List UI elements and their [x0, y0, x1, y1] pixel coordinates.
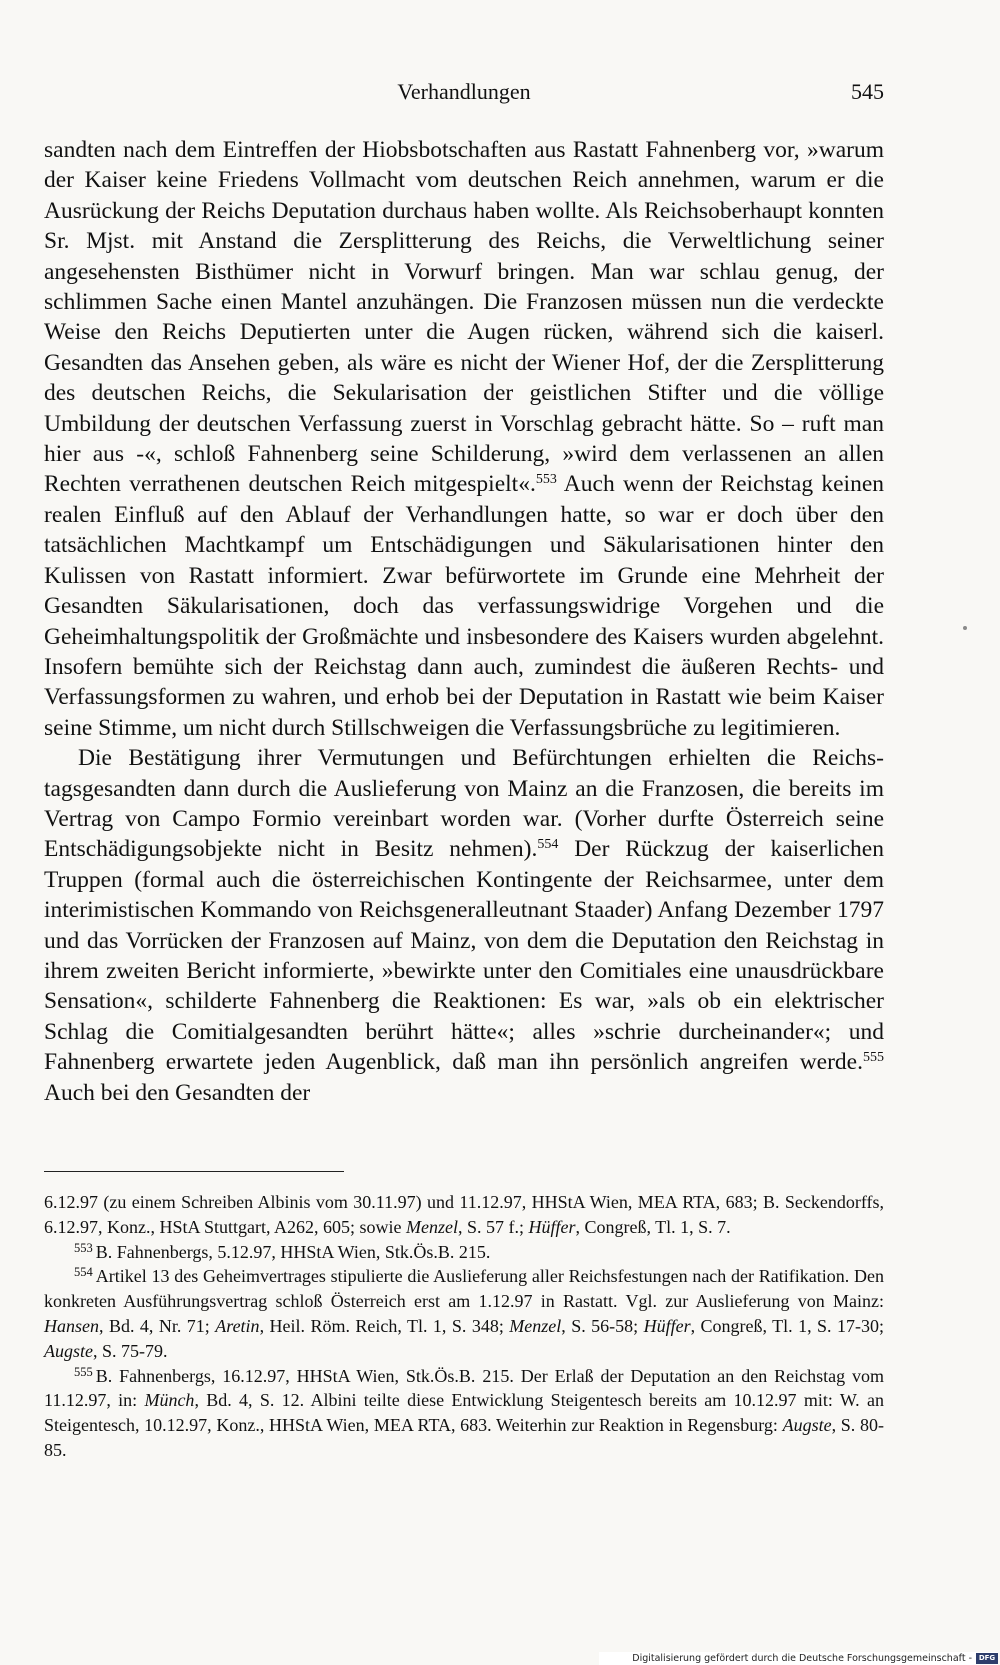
paragraph-text: Der Rückzug der kaiserlichen Truppen (formal auch die österreichischen Kontingente der Reichsarmee, unter dem interimistischen Kommando von Reichsgeneralleutnant Staader) Anfang Dezember 1797 und das Vorrücken der Franzosen auf Mainz, von dem die Deputation den Reichstag in ihrem zweiten Bericht informierte, »bewirkte unter den Comitiales eine unausdrückbare Sensation«, schilderte Fahnenberg die Reaktionen: Es war, »als ob ein elektrischer Schlag die Comitialgesandten berührt hätte«; alles »schrie durcheinander«; und Fahnenberg erwartete jeden Augenblick, daß man ihn persönlich angreifen werde. — [44, 836, 884, 1076]
footnote-553 — [44, 1240, 884, 1265]
body-text — [44, 135, 884, 1108]
footnote-reference-555: 555 — [863, 1050, 884, 1066]
digitization-stamp — [599, 1652, 998, 1665]
footnote-separator — [44, 1171, 344, 1172]
dfg-logo-icon: DFG — [976, 1653, 998, 1664]
footnote-reference-553: 553 — [535, 472, 557, 488]
footnote-text: , S. 75-79. — [93, 1340, 168, 1361]
paragraph-text: Auch wenn der Reichstag keinen realen Einfluß auf den Ablauf der Verhandlungen hatte, so war er doch über den tatsächlichen Machtkampf um Entschädigungen und Säkularisationen hinter den Kulissen von Rastatt informiert. Zwar befürwortete im Grunde eine Mehrheit der Gesandten Säkularisationen, doch das verfassungswidrige Vorgehen und die Geheimhaltungspolitik der Großmächte und insbesondere des Kaisers wurden abgelehnt. Insofern bemühte sich der Reichstag dann auch, zumindest die äußeren Rechts- und Verfassungsformen zu wahren, und erhob bei der Deputation in Rastatt wie beim Kaiser seine Stimme, um nicht durch Stillschweigen die Verfassungsbrüche zu legitimieren. — [44, 471, 885, 741]
footnote-text: 6.12.97 (zu einem Schreiben Albinis vom 30.11.97) und 11.12.97, HHStA Wien, MEA RTA, 683; B. Seckendorffs, 6.12.97, Konz., HStA Stuttgart, A262, 605; sowie — [44, 1192, 884, 1237]
cited-author: Hüffer — [643, 1315, 691, 1336]
cited-author: Augste — [44, 1340, 93, 1361]
cited-author: Hüffer — [528, 1216, 576, 1237]
footnote-text: , S. 80-85. — [44, 1415, 884, 1460]
footnote-text: , Bd. 4, Nr. 71; — [99, 1315, 216, 1336]
digitization-stamp-text: Digitalisierung gefördert durch die Deutsche Forschungsgemeinschaft - — [632, 1653, 972, 1664]
cited-author: Menzel — [509, 1315, 562, 1336]
footnote-text: , S. 56-58; — [561, 1315, 644, 1336]
cited-author: Aretin — [215, 1315, 260, 1336]
footnote-text: , Congreß, Tl. 1, S. 17-30; — [690, 1315, 884, 1336]
footnote-text: , S. 57 f.; — [458, 1216, 529, 1237]
footnote-text: , Heil. Röm. Reich, Tl. 1, S. 348; — [259, 1315, 510, 1336]
footnote-number: 554 — [74, 1265, 93, 1280]
paragraph-text: Auch bei den Gesandten der — [44, 1079, 311, 1106]
cited-author: Münch — [144, 1390, 195, 1411]
footnote-reference-554: 554 — [537, 837, 559, 853]
running-title: Verhandlungen — [397, 79, 531, 104]
footnote-number: 555 — [74, 1364, 93, 1379]
footnote-continuation — [44, 1190, 884, 1240]
cited-author: Augste — [782, 1415, 832, 1436]
cited-author: Menzel — [406, 1216, 458, 1237]
footnote-text: , Bd. 4, S. 12. Albini teilte diese Entwicklung Steigentesch bereits am 10.12.97 mit: W. an Steigentesch, 10.12.97, Konz., HHStA Wien, MEA RTA, 683. Weiterhin zur Reaktion in Regensburg: — [44, 1390, 884, 1436]
paragraph-1 — [44, 135, 884, 743]
footnote-text: B. Fahnenbergs, 5.12.97, HHStA Wien, Stk.Ös.B. 215. — [95, 1241, 491, 1262]
footnote-text: , Congreß, Tl. 1, S. 7. — [575, 1216, 731, 1237]
scan-speck — [963, 626, 967, 630]
footnote-text: Artikel 13 des Geheimvertrages stipulierte die Auslieferung aller Reichsfestungen nach der Ratifikation. Den konkreten Ausführungsvertrag schloß Österreich erst am 1.12.97 in Rastatt. Vgl. zur Auslieferung von Mainz: — [44, 1266, 884, 1312]
paragraph-text: Die Bestätigung ihrer Vermutungen und Befürchtungen erhielten die Reichstagsgesandten dann durch die Auslieferung von Mainz an die Franzosen, die bereits im Vertrag von Campo Formio vereinbart worden war. (Vorher durfte Österreich seine Entschädigungsobjekte nicht in Besitz nehmen). — [44, 745, 884, 863]
paragraph-text: sandten nach dem Eintreffen der Hiobsbotschaften aus Rastatt Fahnenberg vor, »warum der Kaiser keine Friedens Vollmacht vom deutschen Reich annehmen, warum er die Ausrückung der Reichs Deputation durchaus haben wollte. Als Reichsoberhaupt konnten Sr. Mjst. mit Anstand die Zersplitterung des Reichs, die Verweltlichung seiner angesehensten Bisthümer nicht in Vorwurf bringen. Man war schlau genug, der schlimmen Sache einen Mantel anzuhängen. Die Franzosen müssen nun die verdeckte Weise den Reichs Deputierten unter die Augen rücken, während sich die kaiserl. Gesandten das Ansehen geben, als wäre es nicht der Wiener Hof, der die Zersplitterung des deutschen Reichs, die Sekularisation der geistlichen Stifter und die völlige Umbildung der deutschen Verfassung zuerst in Vorschlag gebracht hätte. So – ruft man hier aus -«, schloß Fahnenberg seine Schilderung, »wird dem verlassenen an allen Rechten verrathenen deutschen Reich mitgespielt«. — [44, 137, 884, 498]
footnote-number: 553 — [74, 1240, 93, 1255]
footnotes — [44, 1190, 884, 1463]
page-header — [44, 76, 884, 108]
page-number: 545 — [851, 79, 884, 104]
footnote-555 — [44, 1364, 884, 1463]
footnote-554 — [44, 1264, 884, 1363]
paragraph-2 — [44, 743, 884, 1108]
footnote-text: B. Fahnenbergs, 16.12.97, HHStA Wien, Stk.Ös.B. 215. Der Erlaß der Deputation an den Reichstag vom 11.12.97, in: — [44, 1365, 884, 1411]
cited-author: Hansen — [44, 1315, 99, 1336]
